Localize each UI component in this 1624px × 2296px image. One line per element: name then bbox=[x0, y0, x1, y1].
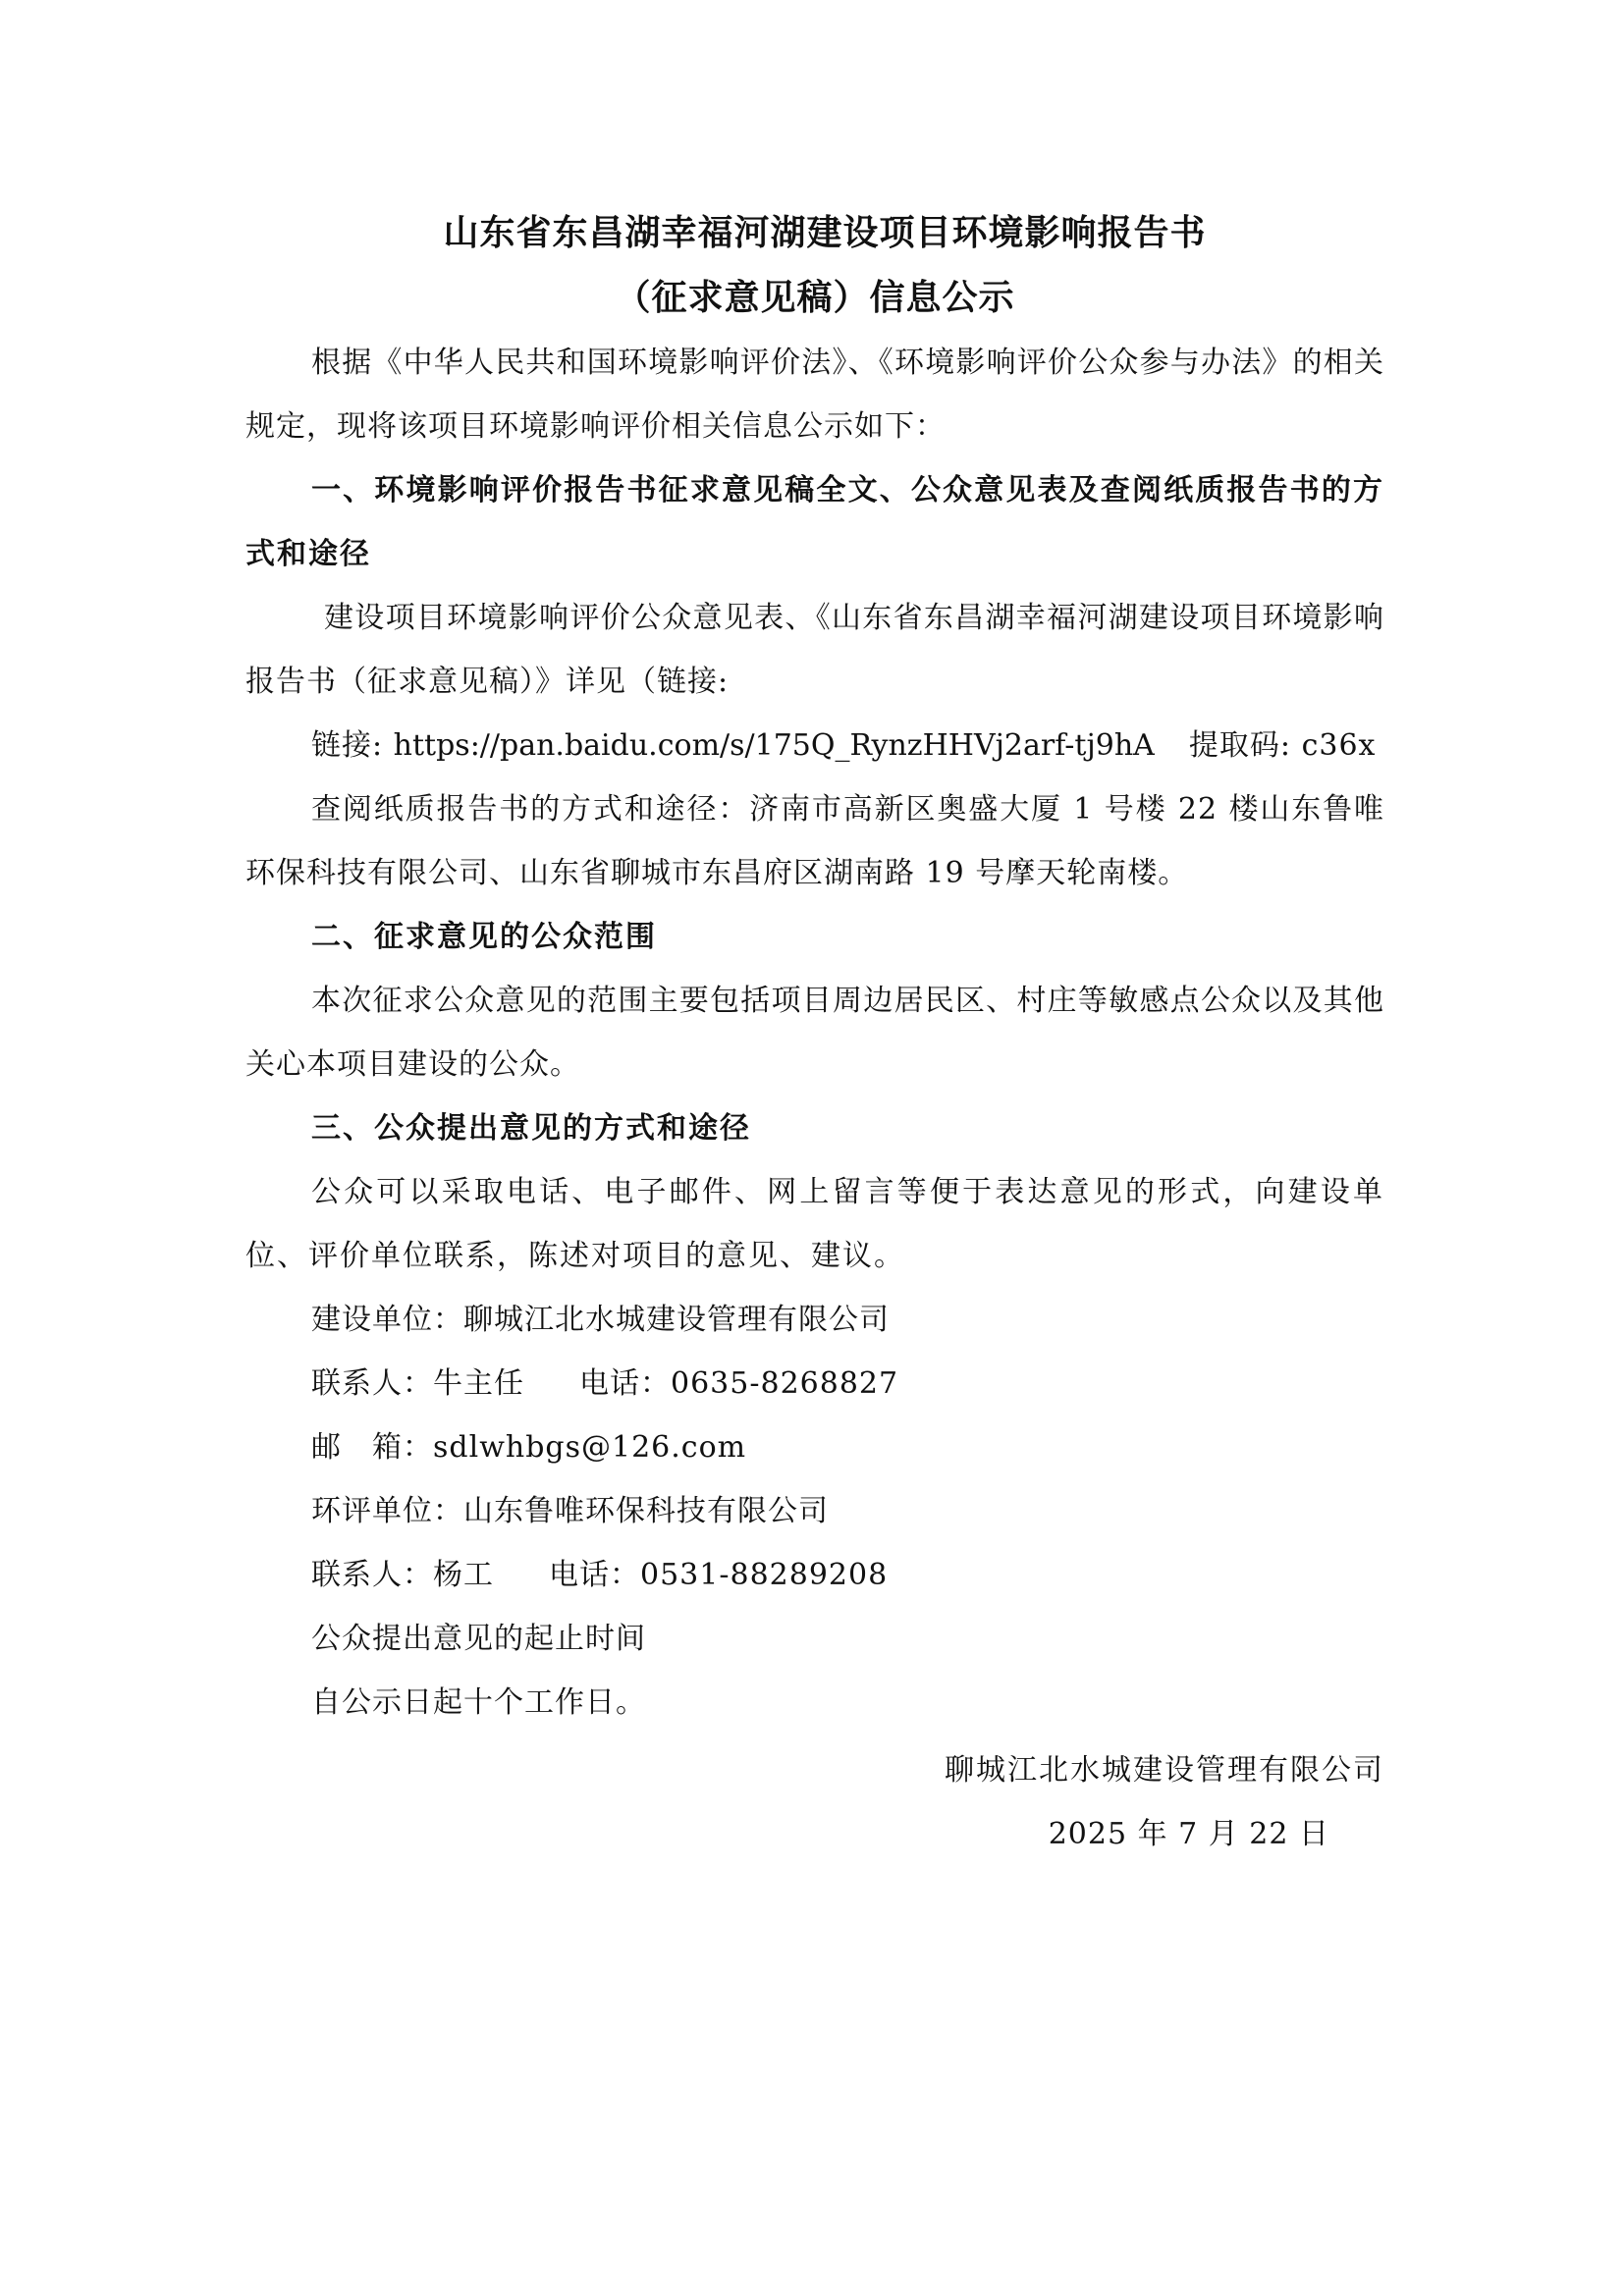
section3-heading: 三、公众提出意见的方式和途径 bbox=[311, 1111, 751, 1146]
extraction-code-label: 提取码: bbox=[1188, 728, 1292, 763]
section2-heading: 二、征求意见的公众范围 bbox=[311, 920, 657, 954]
evaluator-unit: 环评单位：山东鲁唯环保科技有限公司 bbox=[311, 1494, 829, 1528]
builder-unit: 建设单位：聊城江北水城建设管理有限公司 bbox=[311, 1303, 890, 1337]
section1-body: 建设项目环境影响评价公众意见表、《山东省东昌湖幸福河湖建设项目环境影响报告书（征求意见稿）》详见（链接: bbox=[245, 601, 1384, 699]
extraction-code: c36x bbox=[1301, 728, 1377, 763]
email-address[interactable]: sdlwhbgs@126.com bbox=[433, 1430, 747, 1465]
builder-contact: 联系人：牛主任 bbox=[311, 1366, 524, 1401]
document-title-line2: （征求意见稿）信息公示 bbox=[615, 278, 1015, 318]
intro-paragraph: 根据《中华人民共和国环境影响评价法》、《环境影响评价公众参与办法》的相关规定，现将该项目环境影响评价相关信息公示如下： bbox=[245, 346, 1384, 444]
builder-phone: 电话：0635-8268827 bbox=[579, 1366, 899, 1401]
evaluator-phone: 电话：0531-88289208 bbox=[549, 1558, 889, 1592]
paper-report-paragraph: 查阅纸质报告书的方式和途径：济南市高新区奥盛大厦 1 号楼 22 楼山东鲁唯环保科技有限公司、山东省聊城市东昌府区湖南路 19 号摩天轮南楼。 bbox=[245, 792, 1384, 890]
comment-period-value: 自公示日起十个工作日。 bbox=[311, 1685, 646, 1720]
email-label: 邮 箱： bbox=[311, 1430, 433, 1465]
link-label: 链接: bbox=[311, 728, 384, 763]
evaluator-contact-row bbox=[245, 1543, 1384, 1607]
section2-body: 本次征求公众意见的范围主要包括项目周边居民区、村庄等敏感点公众以及其他关心本项目建设的公众。 bbox=[245, 984, 1384, 1082]
signature-date: 2025 年 7 月 22 日 bbox=[1048, 1817, 1329, 1851]
document-page bbox=[245, 201, 1384, 1866]
download-link-row bbox=[245, 714, 1384, 777]
comment-period-label: 公众提出意见的起止时间 bbox=[311, 1622, 646, 1656]
builder-contact-row bbox=[245, 1352, 1384, 1415]
email-row bbox=[245, 1415, 1384, 1479]
download-link[interactable]: https://pan.baidu.com/s/175Q_RynzHHVj2arf-tj9hA bbox=[393, 728, 1155, 763]
signature-organization: 聊城江北水城建设管理有限公司 bbox=[945, 1753, 1384, 1788]
document-title-line1: 山东省东昌湖幸福河湖建设项目环境影响报告书 bbox=[443, 213, 1207, 253]
section1-heading: 一、环境影响评价报告书征求意见稿全文、公众意见表及查阅纸质报告书的方式和途径 bbox=[245, 473, 1384, 571]
evaluator-contact: 联系人：杨工 bbox=[311, 1558, 494, 1592]
section3-body: 公众可以采取电话、电子邮件、网上留言等便于表达意见的形式，向建设单位、评价单位联系，陈述对项目的意见、建议。 bbox=[245, 1175, 1384, 1273]
